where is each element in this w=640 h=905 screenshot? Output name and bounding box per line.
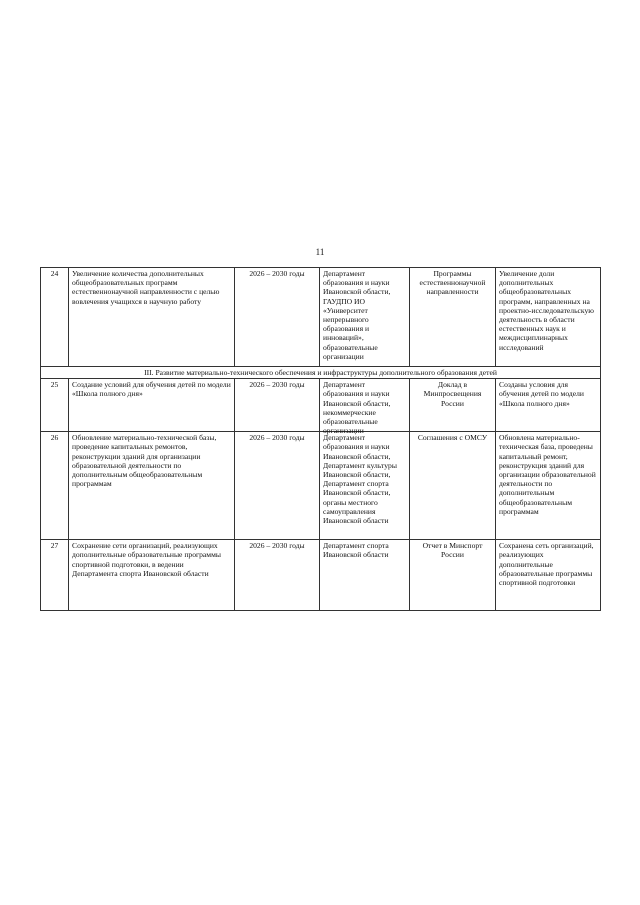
document-cell: Соглашения с ОМСУ — [410, 432, 496, 540]
event-cell: Обновление материально-технической базы, проведение капитальных ремонтов, реконструкции зданий для организации образовательной деятельности по дополнительным общеобразовательным программам — [69, 432, 235, 540]
responsible-cell: Департамент образования и науки Ивановской области, некоммерческие образовательные организации — [320, 379, 410, 432]
document-cell: Программы естественнонаучной направленности — [410, 268, 496, 367]
table-row — [41, 379, 601, 432]
result-cell: Увеличение доли дополнительных общеобразовательных программ, направленных на проектно-исследовательскую деятельность в области естественных наук и междисциплинарных исследований — [496, 268, 601, 367]
term-cell: 2026 – 2030 годы — [235, 379, 320, 432]
row-number: 24 — [41, 268, 69, 367]
row-number: 25 — [41, 379, 69, 432]
plan-table — [40, 267, 601, 611]
event-cell: Сохранение сети организаций, реализующих дополнительные образовательные программы спортивной подготовки, в ведении Департамента спорта Ивановской области — [69, 540, 235, 611]
row-number: 26 — [41, 432, 69, 540]
table-row — [41, 540, 601, 611]
event-cell: Создание условий для обучения детей по модели «Школа полного дня» — [69, 379, 235, 432]
section-title: III. Развитие материально-технического обеспечения и инфраструктуры дополнительного образования детей — [41, 367, 601, 379]
term-cell: 2026 – 2030 годы — [235, 540, 320, 611]
section-row — [41, 367, 601, 379]
responsible-cell: Департамент образования и науки Ивановской области, ГАУДПО ИО «Университет непрерывного образования и инноваций», образовательные организации — [320, 268, 410, 367]
page-number: 11 — [315, 247, 325, 257]
result-cell: Обновлена материально-техническая база, проведены капитальный ремонт, реконструкция зданий для организации образовательной деятельности по дополнительным общеобразовательным программам — [496, 432, 601, 540]
result-cell: Созданы условия для обучения детей по модели «Школа полного дня» — [496, 379, 601, 432]
document-cell: Отчет в Минспорт России — [410, 540, 496, 611]
result-cell: Сохранена сеть организаций, реализующих дополнительные образовательные программы спортивной подготовки — [496, 540, 601, 611]
responsible-cell: Департамент спорта Ивановской области — [320, 540, 410, 611]
term-cell: 2026 – 2030 годы — [235, 268, 320, 367]
table-row — [41, 268, 601, 367]
term-cell: 2026 – 2030 годы — [235, 432, 320, 540]
table-row — [41, 432, 601, 540]
row-number: 27 — [41, 540, 69, 611]
responsible-cell: Департамент образования и науки Ивановской области, Департамент культуры Ивановской области, Департамент спорта Ивановской области, органы местного самоуправления Ивановской области — [320, 432, 410, 540]
document-cell: Доклад в Минпросвещения России — [410, 379, 496, 432]
event-cell: Увеличение количества дополнительных общеобразовательных программ естественнонаучной направленности с целью вовлечения учащихся в научную работу — [69, 268, 235, 367]
